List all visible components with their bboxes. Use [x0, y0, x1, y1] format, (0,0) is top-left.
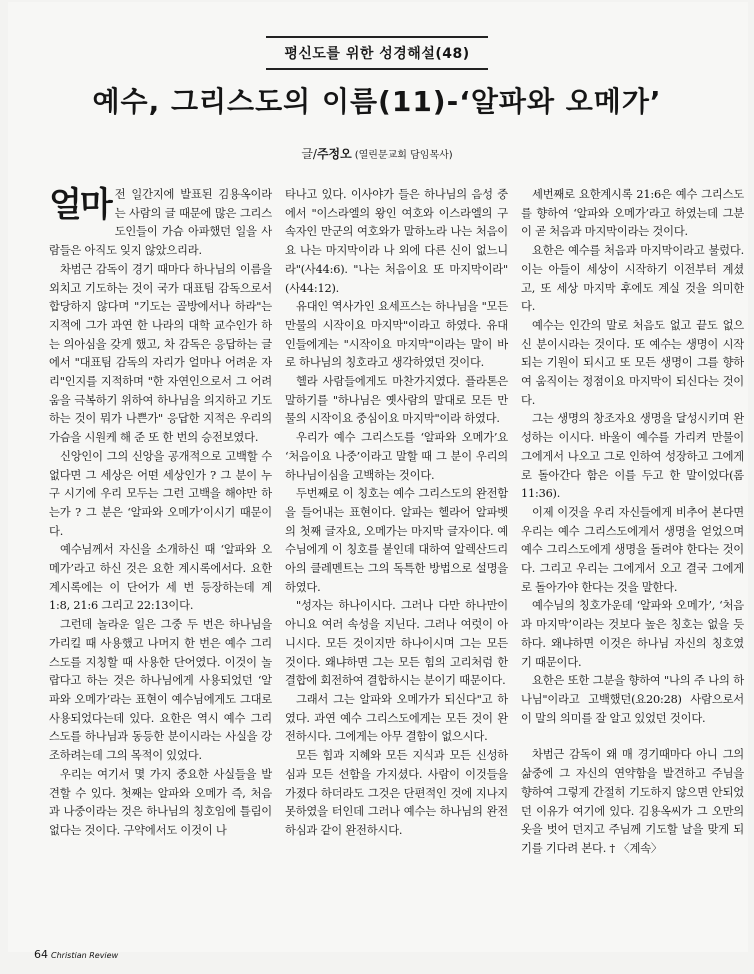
article-column-1 — [49, 186, 272, 841]
paragraph-text: 전 일간지에 발표된 김용옥이라는 사람의 글 때문에 많은 그리스도인들이 가슴 아파했던 일을 사람들은 아직도 잊지 않았으리라. — [49, 188, 272, 258]
page-footer — [34, 948, 118, 961]
dropcap: 얼마 — [49, 185, 111, 225]
paragraph: 모든 힘과 지혜와 모든 지식과 모든 신성하심과 모든 선함을 가지셨다. 사람이 이것들을 가졌다 하더라도 그것은 단편적인 것에 지나지 못하였을 터인데 그러나 예수는 하나님의 완전하심과 같이 완전하시다. — [285, 749, 508, 837]
paragraph: 그런데 놀라운 일은 그중 두 번은 하나님을 가리킬 때 사용했고 나머지 한 번은 예수 그리스도를 지칭할 때 사용한 단어였다. 이것이 놀랍다고 하는 것은 하나님에게 사용되었던 ‘알파와 오메가’라는 표현이 예수님에게도 그대로 사용되었다는데 있다. 요한은 역시 예수 그리스도를 하나님과 동등한 분이시라는 사실을 강조하려는데 그의 목적이 있었다. — [49, 618, 272, 763]
paragraph: 타나고 있다. 이사야가 들은 하나님의 음성 중에서 "이스라엘의 왕인 여호와 이스라엘의 구속자인 만군의 여호와가 말하노라 나는 처음이요 나는 마지막이라 나 외에 다른 신이 없느니라"(사44:6). "나는 처음이요 또 마지막이라"(사44:12). — [285, 188, 508, 295]
paragraph: 예수님의 칭호가운데 ‘알파와 오메가’, ‘처음과 마지막’이라는 것보다 높은 칭호는 없을 듯하다. 왜냐하면 이것은 하나님 자신의 칭호였기 때문이다. — [521, 599, 744, 669]
series-header — [0, 36, 754, 70]
author-name: 주정오 — [316, 147, 352, 161]
paragraph: 두번째로 이 칭호는 예수 그리스도의 완전함을 들어내는 표현이다. 알파는 헬라어 알파벳의 첫째 글자요, 오메가는 마지막 글자이다. 예수님에게 이 칭호를 붙인데 대하여 알렉산드리아의 클레멘트는 그의 독특한 방법으로 설명을 하였다. — [285, 487, 508, 594]
paragraph: "성자는 하나이시다. 그러나 다만 하나만이 아니요 여러 속성을 지닌다. 그러나 여럿이 아니시다. 모든 것이지만 하나이시며 그는 모든 것이다. 왜냐하면 그는 모든 힘의 고리처럼 한 결합에 회전하여 결합하시는 분이기 때문이다. — [285, 599, 508, 688]
paragraph: 차범근 감독이 경기 때마다 하나님의 이름을 외치고 기도하는 것이 국가 대표팀 감독으로서 합당하지 않다며 "기도는 골방에서나 하라"는 지적에 그가 과연 한 나라의 대학 교수인가 하는 의아심을 갖게 했고, 차 감독은 응답하는 글에서 "대표팀 감독의 자리가 얼마나 어려운 자리"인지를 지적하며 "한 자연인으로서 그 어려움을 극복하기 위하여 하나님을 의지하고 기도하는 것이 뭐가 나쁜가" 응답한 지적은 우리의 가슴을 시원케 해 준 또 한 번의 승전보였다. — [49, 262, 272, 445]
paragraph: 차범근 감독이 왜 매 경기때마다 아니 그의 삶중에 그 자신의 연약함을 발견하고 주님을 향하여 그렇게 간절히 기도하지 않으면 안되었던 이유가 여기에 있다. 김용옥씨가 그 오만의 옷을 벗어 던지고 주님께 기도할 날을 맞게 되기를 기다려 본다. † 〈계속〉 — [521, 748, 744, 855]
paragraph: 세번째로 요한계시록 21:6은 예수 그리스도를 향하여 ‘알파와 오메가’라고 하였는데 그분이 곧 처음과 마지막이라는 것이다. — [521, 188, 744, 239]
byline — [0, 145, 754, 162]
paragraph: 우리가 예수 그리스도를 ‘알파와 오메가’요 ‘처음이요 나중’이라고 말할 때 그 분이 우리의 하나님이심을 고백하는 것이다. — [285, 431, 508, 482]
series-title: 평신도를 위한 성경해설(48) — [266, 36, 487, 70]
paragraph: 요한은 예수를 처음과 마지막이라고 불렀다. 이는 아들이 세상이 시작하기 이전부터 계셨고, 또 세상 마지막 후에도 계실 것을 의미한다. — [521, 244, 744, 314]
author-org: (열린문교회 담임목사) — [354, 150, 453, 161]
article-title: 예수, 그리스도의 이름(11)-‘알파와 오메가’ — [92, 85, 662, 118]
paragraph — [49, 186, 272, 261]
page-number: 64 — [34, 948, 48, 961]
paragraph: 예수는 인간의 말로 처음도 없고 끝도 없으신 분이시라는 것이다. 또 예수는 생명이 시작되는 기원이 되시고 또 모든 생명이 그를 향하여 움직이는 정점이요 마지막이 되신다는 것이다. — [521, 318, 744, 407]
paragraph: 요한은 또한 그분을 향하여 "나의 주 나의 하나님"이라고 고백했던(요20:28) 사람으로서 이 말의 의미를 잘 알고 있었던 것이다. — [521, 674, 744, 725]
paragraph: 예수님께서 자신을 소개하신 때 ‘알파와 오메가’라고 하신 것은 요한 계시록에서다. 요한계시록에는 이 단어가 세 번 등장하는데 계1:8, 21:6 그리고 22:13이다. — [49, 543, 272, 613]
paragraph: 이제 이것을 우리 자신들에게 비추어 본다면 우리는 예수 그리스도에게서 생명을 얻었으며 예수 그리스도에게 생명을 돌려야 한다는 것이다. 그리고 우리는 그에게서 오고 결국 그에게로 돌아가야 한다는 것을 말한다. — [521, 505, 744, 594]
article-column-3 — [521, 186, 744, 859]
paragraph: 유대인 역사가인 요세프스는 하나님을 "모든 만물의 시작이요 마지막"이라고 하였다. 유대인들에게는 "시작이요 마지막"이라는 말이 바로 하나님의 칭호라고 생각하였던 것이다. — [285, 300, 508, 370]
paragraph: 그래서 그는 알파와 오메가가 되신다"고 하였다. 과연 예수 그리스도에게는 모든 것이 완전하시다. 그에게는 아무 결함이 없으시다. — [285, 692, 508, 744]
paragraph: 우리는 여기서 몇 가지 중요한 사실들을 발견할 수 있다. 첫째는 알파와 오메가 즉, 처음과 나중이라는 것은 하나님의 칭호임에 틀림이 없다는 것이다. 구약에서도 이것이 나 — [49, 767, 272, 837]
paragraph: 신앙인이 그의 신앙을 공개적으로 고백할 수 없다면 그 세상은 어떤 세상인가 ? 그 분이 누구 시기에 우리 모두는 그런 고백을 해야만 하는가 ? 그 분은 ‘알파와 오메가’이시기 때문이다. — [49, 449, 272, 538]
article-column-2 — [285, 186, 508, 841]
byline-prefix: 글/ — [301, 147, 317, 161]
paragraph: 헬라 사람들에게도 마찬가지였다. 플라톤은 말하기를 "하나님은 옛사람의 말대로 모든 만물의 시작이요 중심이요 마지막"이라 하였다. — [285, 375, 508, 426]
publication-name: Christian Review — [51, 951, 119, 960]
paragraph-gap — [521, 728, 744, 746]
paragraph: 그는 생명의 창조자요 생명을 달성시키며 완성하는 이시다. 바울이 예수를 가리켜 만물이 그에게서 나오고 그로 인하여 성장하고 그에게로 돌아간다 함은 이를 두고 한 말이었다(롬11:36). — [521, 412, 744, 501]
